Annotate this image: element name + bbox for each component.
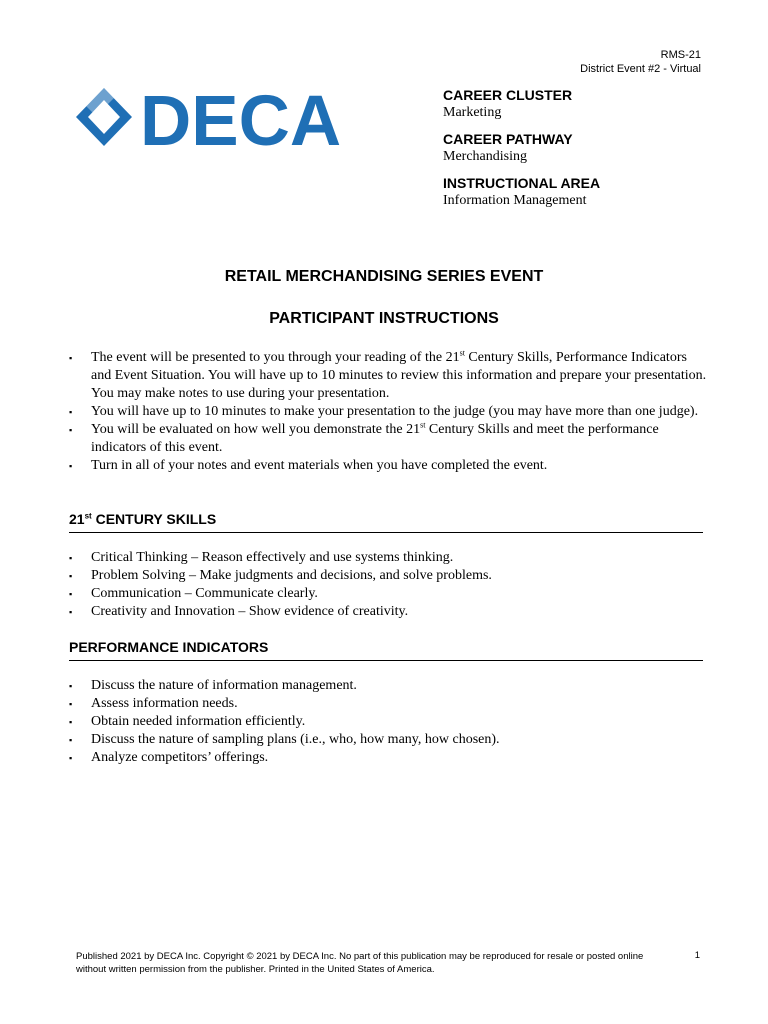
list-item: ▪ Obtain needed information efficiently. xyxy=(69,714,306,729)
event-code: RMS-21 xyxy=(660,49,701,61)
instructional-area xyxy=(443,175,723,210)
career-cluster-label: CAREER CLUSTER xyxy=(443,87,573,103)
career-pathway-label: CAREER PATHWAY xyxy=(443,131,573,147)
bullet-icon: ▪ xyxy=(69,461,73,471)
list-item: ▪ Critical Thinking – Reason effectively and use systems thinking. xyxy=(69,550,454,565)
list-item: ▪ Creativity and Innovation – Show evidence of creativity. xyxy=(69,604,409,619)
list-item: ▪ Discuss the nature of information management. xyxy=(69,678,357,693)
list-item: ▪ Analyze competitors’ offerings. xyxy=(69,750,269,765)
event-title: RETAIL MERCHANDISING SERIES EVENT xyxy=(224,268,544,285)
bullet-icon: ▪ xyxy=(69,735,73,745)
list-item: ▪ Discuss the nature of sampling plans (i.e., who, how many, how chosen). xyxy=(69,732,500,747)
list-item: ▪ Assess information needs. xyxy=(69,696,238,711)
bullet-icon: ▪ xyxy=(69,407,73,417)
list-item: ▪ Communication – Communicate clearly. xyxy=(69,586,318,601)
event-type: District Event #2 - Virtual xyxy=(580,63,701,75)
list-item: ▪ Problem Solving – Make judgments and decisions, and solve problems. xyxy=(69,568,492,583)
bullet-icon: ▪ xyxy=(69,589,73,599)
bullet-icon: ▪ xyxy=(69,753,73,763)
document-code xyxy=(580,48,701,76)
bullet-icon: ▪ xyxy=(69,553,73,563)
career-info xyxy=(443,87,723,219)
deca-diamond-icon xyxy=(76,88,132,146)
career-pathway-value: Merchandising xyxy=(443,149,527,164)
skills-list xyxy=(69,549,709,621)
bullet-icon: ▪ xyxy=(69,699,73,709)
bullet-icon: ▪ xyxy=(69,571,73,581)
deca-logo-graphic xyxy=(74,86,374,150)
bullet-icon: ▪ xyxy=(69,681,73,691)
career-cluster-value: Marketing xyxy=(443,105,502,120)
bullet-icon: ▪ xyxy=(69,607,73,617)
instructions-title: PARTICIPANT INSTRUCTIONS xyxy=(269,310,499,327)
instructions-list xyxy=(69,349,709,475)
deca-wordmark: DECA xyxy=(140,86,342,150)
page-number: 1 xyxy=(694,950,700,961)
career-pathway xyxy=(443,131,723,166)
skills-heading: 21st CENTURY SKILLS xyxy=(69,511,703,533)
instructional-area-value: Information Management xyxy=(443,193,587,208)
list-item: ▪ You will be evaluated on how well you demonstrate the 21st Century Skills and meet the performance indicators of this event. xyxy=(69,420,659,455)
list-item: ▪ The event will be presented to you through your reading of the 21st Century Skills, Performance Indicators and Event Situation. You will have up to 10 minutes to review this information and prepare your presentation. You may make notes to use during your presentation. xyxy=(69,348,707,401)
bullet-icon: ▪ xyxy=(69,353,73,363)
performance-list xyxy=(69,677,709,767)
instructional-area-label: INSTRUCTIONAL AREA xyxy=(443,175,601,191)
performance-heading: PERFORMANCE INDICATORS xyxy=(69,639,703,661)
list-item: ▪ Turn in all of your notes and event materials when you have completed the event. xyxy=(69,458,548,473)
copyright-footer: Published 2021 by DECA Inc. Copyright © 2021 by DECA Inc. No part of this publication may be reproduced for resale or posted online without written permission from the publisher. Printed in the United States of America. xyxy=(76,951,644,975)
bullet-icon: ▪ xyxy=(69,717,73,727)
bullet-icon: ▪ xyxy=(69,425,73,435)
list-item: ▪ You will have up to 10 minutes to make your presentation to the judge (you may have more than one judge). xyxy=(69,404,699,419)
deca-logo xyxy=(74,86,374,150)
career-cluster xyxy=(443,87,723,122)
